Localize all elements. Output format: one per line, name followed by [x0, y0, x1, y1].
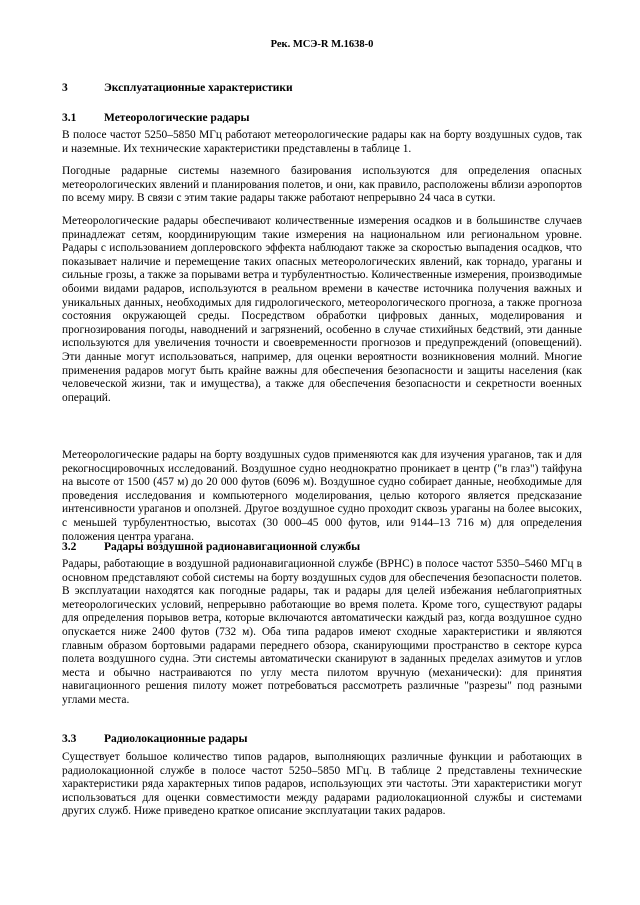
- subsection-number: 3.2: [62, 541, 77, 553]
- paragraph: Метеорологические радары обеспечивают количественные измерения осадков и в большинстве случаев принадлежат сетям, координирующим такие измерения на национальном или региональном уровне. Радары с использованием доплеровского эффекта наблюдают также за скоростью выпадения осадков, что показывает наличие и перемещение таких опасных метеорологических явлений, как торнадо, ураганы и сильные грозы, а также за порывами ветра и турбулентностью. Количественные измерения, производимые обоими видами радаров, используются в реальном времени в качестве источника получения важных и уникальных данных, необходимых для гидрологического, метеорологического прогноза, а также прогноза состояния окружающей среды. Посредством обработки цифровых данных, моделирования и прогнозирования погоды, наводнений и загрязнений, особенно в случае стихийных бедствий, эти данные используются для увеличения точности и своевременности прогнозов и предупреждений (оповещений). Эти данные могут использоваться, например, для оценки вероятности возникновения молний. Многие применения радаров могут быть крайне важны для обеспечения безопасности и защиты населения (как человеческой жизни, так и имущества), а также для обеспечения безопасности и секретности военных операций.: [62, 215, 582, 404]
- subsection-title: Радары воздушной радионавигационной службы: [104, 541, 361, 553]
- subsection-number: 3.3: [62, 733, 77, 745]
- paragraph: Погодные радарные системы наземного базирования используются для определения опасных метеорологических явлений и планирования полетов, и они, как правило, расположены вблизи аэропортов по всему миру. В связи с этим такие радары также работают непрерывно 24 часа в сутки.: [62, 165, 582, 205]
- paragraph: Радары, работающие в воздушной радионавигационной службе (ВРНС) в полосе частот 5350–5460 МГц в основном представляют собой системы на борту воздушных судов для обеспечения безопасности полетов. В эксплуатации находятся как погодные радары, так и радары для целей избежания неблагоприятных метеорологических условий, непрерывно работающие во время полета. Кроме того, существуют радары для определения порывов ветра, которые включаются автоматически каждый раз, когда воздушное судно опускается ниже 2400 футов (732 м). Оба типа радаров имеют сходные характеристики и являются главным образом бортовыми радарами переднего обзора, сканирующими пространство в секторе курса полета воздушного судна. Эти системы автоматически сканируют в заданных пределах азимутов и углов места и обычно настраиваются по углу места пилотом вручную (механически): для принятия навигационного решения пилоту может потребоваться рассмотреть различные "разрезы" под разными углами места.: [62, 558, 582, 706]
- section-title: Эксплуатационные характеристики: [104, 82, 293, 94]
- section-number: 3: [62, 82, 68, 94]
- section-heading: [62, 81, 293, 95]
- subsection-title: Радиолокационные радары: [104, 733, 248, 745]
- running-head: Рек. МСЭ-R M.1638-0: [270, 39, 374, 50]
- paragraph: Метеорологические радары на борту воздушных судов применяются как для изучения ураганов, так и для рекогносцировочных исследований. Воздушное судно неоднократно проникает в центр ("в глаз") тайфуна на высоте от 1500 (457 м) до 20 000 футов (6096 м). Воздушное судно собирает данные, необходимые для проведения исследования и компьютерного моделирования, целью которого является предсказание интенсивности ураганов и оползней. Другое воздушное судно проходит сквозь ураганы на более высоких, с меньшей турбулентностью, высотах (30 000–45 000 футов, или 9144–13 716 м) для определения положения центра урагана.: [62, 449, 582, 543]
- subsection-number: 3.1: [62, 112, 77, 124]
- subsection-heading: [62, 540, 360, 554]
- subsection-heading: [62, 732, 248, 746]
- paragraph: В полосе частот 5250–5850 МГц работают метеорологические радары как на борту воздушных судов, так и наземные. Их технические характеристики представлены в таблице 1.: [62, 129, 582, 155]
- paragraph: Существует большое количество типов радаров, выполняющих различные функции и работающих в радиолокационной службе в полосе частот 5250–5850 МГц. В таблице 2 представлены технические характеристики ряда характерных типов радаров, использующих эти частоты. Эти характеристики могут использоваться для оценки совместимости между радарами радиолокационной службы и системами других служб. Ниже приведено краткое описание эксплуатации таких радаров.: [62, 751, 582, 818]
- subsection-heading: [62, 111, 250, 125]
- subsection-title: Метеорологические радары: [104, 112, 250, 124]
